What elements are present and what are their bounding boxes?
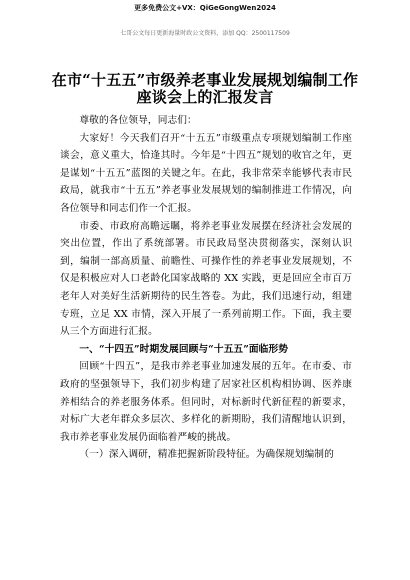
document-body xyxy=(60,112,352,464)
section-heading: 一、“十四五”时期发展回顾与“十五五”面临形势 xyxy=(79,343,289,355)
document-title: 在市“十五五”市级养老事业发展规划编制工作座谈会上的汇报发言 xyxy=(51,71,359,106)
promo-banner: 更多免费公文+VX：QiGeGongWen2024 xyxy=(134,4,276,12)
paragraph-background: 市委、市政府高瞻远瞩，将养老事业发展摆在经济社会发展的突出位置，作出了系统部署。市民政局坚决贯彻落实，深刻认识到，编制一部高质量、前瞻性、可操作性的养老事业发展规划，不仅是积极应对人口老龄化国家战略的 XX 实践，更是回应全市百万老年人对美好生活新期待的民生答卷。为此，我们迅速行动，组建专班，立足 XX 市情，深入开展了一系列前期工作。下面，我主要从三个方面进行汇报。 xyxy=(60,220,352,338)
subsection-heading: （一）深入调研，精准把握新阶段特征。为确保规划编制的 xyxy=(79,449,334,461)
paragraph-intro: 大家好！今天我们召开“十五五”市级重点专项规划编制工作座谈会，意义重大，恰逢其时。今年是“十四五”规划的收官之年，更是谋划“十五五”蓝图的关键之年。在此，我非常荣幸能够代表市民政局，就我市“十五五”养老事业发展规划的编制推进工作情况，向各位领导和同志们作一个汇报。 xyxy=(60,132,352,214)
header-note: 七哥公文每日更新海量时政公文资料，添加 QQ：2500117509 xyxy=(120,30,290,37)
section-paragraph: 回顾“十四五”，是我市养老事业加速发展的五年。在市委、市政府的坚强领导下，我们初步构建了居家社区机构相协调、医养康养相结合的养老服务体系。但同时，对标新时代新征程的新要求，对标广大老年群众多层次、多样化的新期盼，我们清醒地认识到，我市养老事业发展仍面临着严峻的挑战。 xyxy=(60,361,352,443)
salutation: 尊敬的各位领导，同志们： xyxy=(79,115,197,126)
